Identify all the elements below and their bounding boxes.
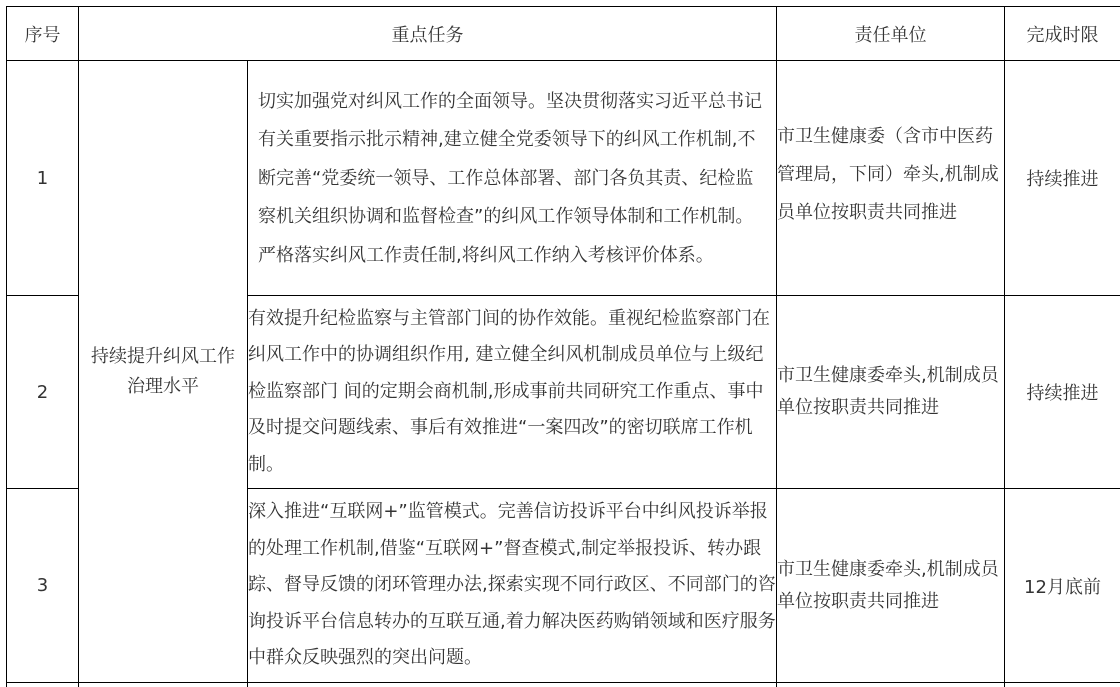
row1-task-cell: [258, 63, 766, 295]
row3-unit-cell: [777, 489, 1004, 682]
row1-unit: 市卫生健康委（含市中医药管理局，下同）牵头,机制成员单位按职责共同推进: [777, 126, 999, 223]
row1-unit-cell: [777, 61, 1004, 295]
row2-task: 有效提升纪检监察与主管部门间的协作效能。重视纪检监察部门在纠风工作中的协调组织作用, 建立健全纠风机制成员单位与上级纪检监察部门 间的定期会商机制,形成事前共同研究工作重点、事中及时提交问题线索、事后有效推进“一案四改”的密切联席工作机制。: [248, 307, 770, 475]
row2-task-cell: [248, 296, 776, 488]
row1-seq: 1: [36, 167, 49, 189]
row2-deadline: 持续推进: [1026, 383, 1099, 404]
row3-task: 深入推进“互联网+”监管模式。完善信访投诉平台中纠风投诉举报的处理工作机制,借鉴“互联网+”督查模式,制定举报投诉、转办跟踪、督导反馈的闭环管理办法,探索实现不同行政区、不同部门的咨询投诉平台信息转办的互联互通,着力解决医药购销领域和医疗服务中群众反映强烈的突出问题。: [248, 501, 776, 669]
row2-unit: 市卫生健康委牵头,机制成员单位按职责共同推进: [777, 365, 999, 418]
header-unit: 责任单位: [854, 24, 927, 46]
header-seq: 序号: [24, 24, 61, 46]
row3-unit: 市卫生健康委牵头,机制成员单位按职责共同推进: [777, 558, 999, 612]
row2-unit-cell: [777, 296, 1004, 488]
category-label: 持续提升纠风工作治理水平: [91, 345, 235, 397]
row1-task: 切实加强党对纠风工作的全面领导。坚决贯彻落实习近平总书记有关重要指示批示精神,建立健全党委领导下的纠风工作机制,不断完善“党委统一领导、工作总体部署、部门各负其责、纪检监察机关组织协调和监督检查”的纠风工作领导体制和工作机制。严格落实纠风工作责任制,将纠风工作纳入考核评价体系。: [258, 90, 762, 266]
row3-task-cell: [248, 489, 776, 682]
row2-seq: 2: [36, 381, 49, 403]
row3-deadline: 12月底前: [1024, 576, 1101, 598]
header-task: 重点任务: [391, 24, 464, 46]
row3-bottom-line: [6, 682, 1120, 683]
row3-seq: 3: [36, 575, 49, 596]
row1-deadline: 持续推进: [1026, 169, 1099, 190]
category-cell: [79, 61, 247, 682]
header-deadline: 完成时限: [1026, 24, 1099, 46]
